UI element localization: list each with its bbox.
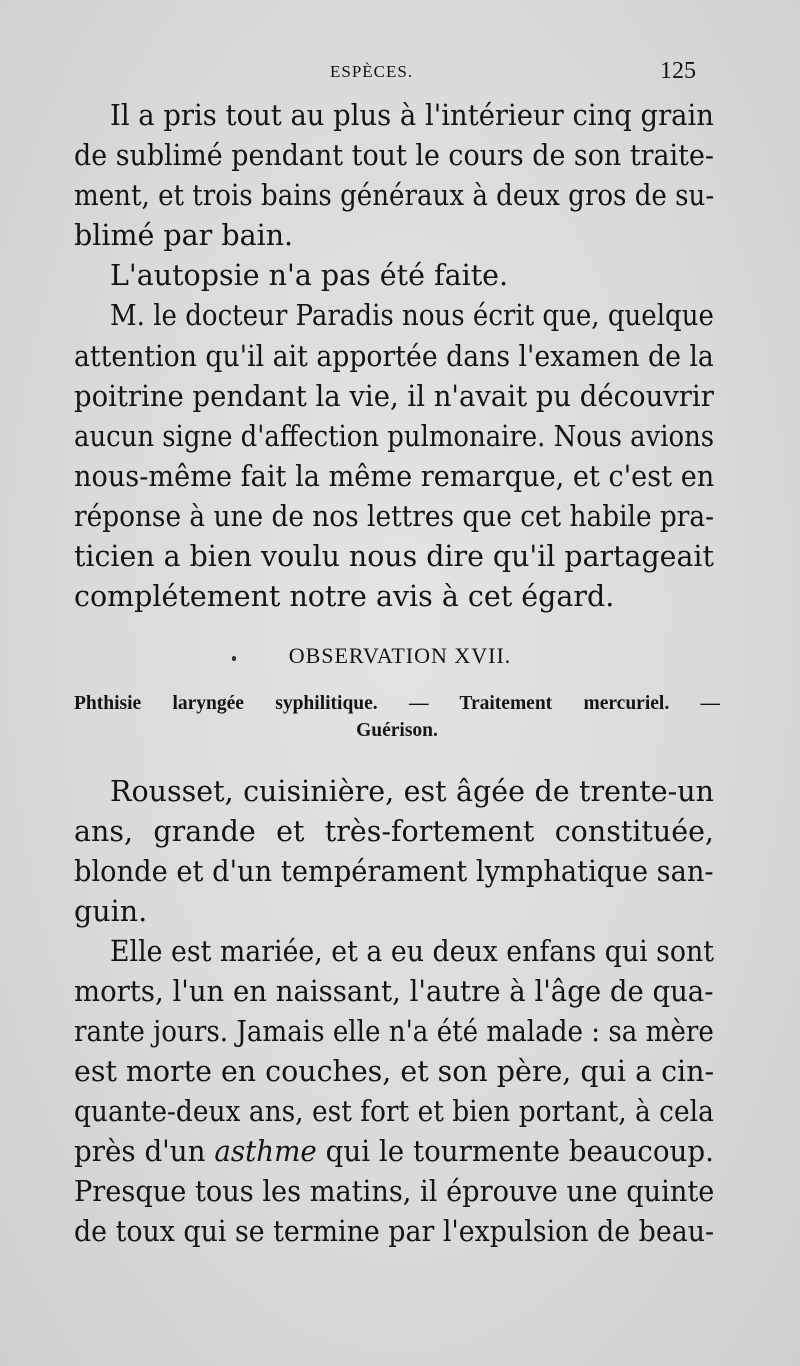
text-line: quante-deux ans, est fort et bien portant, à cela	[74, 1095, 714, 1128]
text-line: de toux qui se termine par l'expulsion de beau-	[74, 1215, 715, 1248]
italic-term: asthme	[214, 1135, 317, 1168]
text-line: blimé par bain.	[74, 219, 294, 252]
text-line: Presque tous les matins, il éprouve une quinte	[74, 1175, 715, 1208]
text-line: poitrine pendant la vie, il n'avait pu découvrir	[74, 380, 714, 413]
observation-title: OBSERVATION XVII.	[288, 643, 512, 668]
text-line: de sublimé pendant tout le cours de son traite-	[74, 139, 714, 172]
text-line	[74, 1132, 714, 1172]
text-line: attention qu'il ait apportée dans l'examen de la	[74, 340, 714, 373]
text-line: ticien a bien voulu nous dire qu'il partageait	[74, 540, 714, 573]
page-number: 125	[660, 58, 696, 84]
observation-subtitle-end: Guérison.	[356, 720, 438, 741]
text-line: réponse à une de nos lettres que cet habile pra-	[74, 500, 715, 533]
text-line: est morte en couches, et son père, qui a cin-	[74, 1055, 715, 1088]
text-line: blonde et d'un tempérament lymphatique san-	[74, 855, 714, 888]
running-head: ESPÈCES.	[330, 62, 414, 81]
observation-subtitle: Phthisie laryngée syphilitique. — Traitement mercuriel. —	[74, 693, 720, 714]
text-line: Il a pris tout au plus à l'intérieur cinq grain	[110, 99, 714, 132]
text-line: Rousset, cuisinière, est âgée de trente-un	[110, 775, 714, 808]
text-line: guin.	[74, 895, 148, 928]
text-span: qui le tourmente beaucoup.	[316, 1135, 714, 1168]
text-line: morts, l'un en naissant, l'autre à l'âge de qua-	[74, 975, 714, 1008]
text-line: nous-même fait la même remarque, et c'est en	[74, 460, 715, 493]
text-line: Elle est mariée, et a eu deux enfans qui sont	[110, 935, 715, 968]
page-header	[0, 58, 800, 88]
text-line: M. le docteur Paradis nous écrit que, quelque	[110, 299, 714, 332]
text-line: rante jours. Jamais elle n'a été malade : sa mère	[74, 1015, 714, 1048]
text-line: ans, grande et très-fortement constituée,	[74, 815, 714, 848]
text-line: complétement notre avis à cet égard.	[74, 580, 615, 613]
text-line: ment, et trois bains généraux à deux gros de su-	[74, 179, 715, 212]
text-line: L'autopsie n'a pas été faite.	[110, 259, 509, 292]
text-span: près d'un	[74, 1135, 215, 1168]
text-line: aucun signe d'affection pulmonaire. Nous avions	[74, 420, 715, 453]
